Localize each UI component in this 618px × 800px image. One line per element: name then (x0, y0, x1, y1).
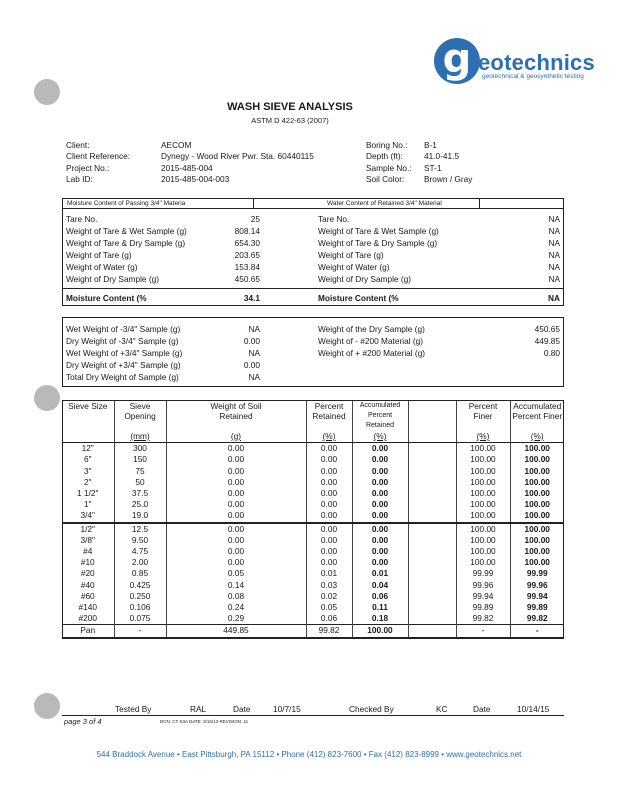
sieve-cell-weight: 0.00 (166, 546, 306, 557)
sieve-cell-weight: 0.05 (166, 568, 306, 579)
moisture-value: 450.65 (234, 274, 260, 284)
moisture-head-right: Water Content of Retained 3/4" Material (327, 200, 442, 207)
header-sieve-size: Sieve Size (68, 401, 108, 411)
sieve-cell-size: 2" (83, 476, 92, 487)
pan-row (62, 625, 564, 638)
sieve-cell-acc-fin: 100.00 (510, 546, 564, 557)
sieve-cell-pct-fin: 100.00 (456, 546, 510, 557)
tested-date-value: 10/7/15 (273, 704, 301, 714)
sieve-cell-opening: 37.5 (114, 488, 166, 499)
info-value: Brown / Gray (424, 173, 473, 184)
sieve-cell-opening: 0.250 (114, 591, 166, 602)
sieve-cell-acc-ret: 0.00 (352, 488, 408, 499)
info-value: B-1 (424, 140, 437, 150)
info-value: 2015-485-004-003 (161, 173, 230, 184)
info-value: ST-1 (424, 162, 442, 173)
header-blank (408, 401, 456, 431)
moisture-row: Weight of Tare & Dry Sample (g) (66, 238, 186, 248)
sieve-cell-acc-ret: 0.00 (352, 535, 408, 546)
sample-row: Weight of the Dry Sample (g) (318, 324, 425, 334)
sieve-cell-acc-ret: 0.00 (352, 523, 408, 535)
header-percent-retained: Percent Retained (306, 401, 352, 431)
sample-row: Weight of + #200 Material (g) (318, 348, 426, 358)
sieve-cell-pct-fin: 99.82 (456, 613, 510, 625)
sieve-cell-pct-ret: 0.02 (306, 591, 352, 602)
sample-value: 450.65 (534, 324, 560, 334)
unit-blank (62, 431, 114, 443)
sieve-cell-acc-ret: 0.06 (352, 591, 408, 602)
moisture-row: Weight of Dry Sample (g) (66, 274, 159, 284)
sieve-cell-blank (408, 602, 456, 613)
sample-row: Weight of - #200 Material (g) (318, 336, 423, 346)
sample-value: 0.80 (543, 348, 560, 358)
sample-value: 0.00 (243, 360, 260, 370)
sieve-cell-opening: 0.425 (114, 580, 166, 591)
sieve-cell-opening: 9.50 (114, 535, 166, 546)
moisture-value: 153.84 (234, 262, 260, 272)
sieve-cell-pct-fin: 100.00 (456, 477, 510, 488)
sieve-cell-pct-fin: - (456, 625, 510, 638)
sieve-row (62, 557, 564, 568)
sieve-row (62, 454, 564, 465)
sieve-cell-size: 3/4" (80, 510, 95, 521)
checked-by-value: KC (436, 704, 448, 714)
sieve-cell-pct-ret: 0.00 (306, 488, 352, 499)
info-label: Sample No.: (366, 162, 412, 173)
sieve-cell-acc-ret: 0.18 (352, 613, 408, 625)
info-label: Depth (ft): (366, 151, 403, 162)
sieve-cell-size: 1 1/2" (77, 488, 99, 499)
info-label: Soil Color: (366, 173, 405, 184)
sieve-cell-pct-ret: 0.00 (306, 535, 352, 546)
sieve-cell-pct-fin: 99.99 (456, 568, 510, 579)
sieve-row (62, 466, 564, 477)
moisture-value: NA (548, 238, 560, 248)
tested-by-value: RAL (190, 704, 207, 714)
sieve-cell-acc-ret: 0.04 (352, 580, 408, 591)
moisture-row: Weight of Water (g) (66, 262, 138, 272)
sieve-row (62, 488, 564, 499)
sieve-cell-pct-ret: 0.05 (306, 602, 352, 613)
sieve-row (62, 546, 564, 557)
info-value: 41.0-41.5 (424, 151, 460, 162)
sieve-cell-acc-ret: 0.00 (352, 466, 408, 477)
sieve-cell-weight: 0.00 (166, 510, 306, 522)
sieve-cell-blank (408, 535, 456, 546)
page-number: page 3 of 4 (64, 717, 102, 726)
logo-g-icon: g (434, 38, 480, 84)
sieve-cell-pct-ret: 0.01 (306, 568, 352, 579)
logo-tagline: geotechnical & geosynthetic testing (482, 73, 584, 80)
sieve-cell-blank (408, 443, 456, 455)
sieve-cell-acc-fin: 99.99 (510, 568, 564, 579)
info-value: 2015-485-004 (161, 162, 213, 173)
info-value: AECOM (161, 140, 192, 150)
sieve-cell-pct-ret: 0.03 (306, 580, 352, 591)
sieve-cell-size: #60 (80, 590, 95, 601)
sieve-row (62, 602, 564, 613)
sieve-cell-opening: 0.85 (114, 568, 166, 579)
sieve-cell-blank (408, 613, 456, 625)
sieve-cell-pct-ret: 0.00 (306, 499, 352, 510)
sieve-cell-size: #40 (80, 579, 95, 590)
sieve-row (62, 510, 564, 522)
sieve-header-row (62, 401, 564, 431)
sieve-cell-pct-ret: 0.00 (306, 523, 352, 535)
sieve-cell-opening: - (114, 625, 166, 638)
sieve-row (62, 591, 564, 602)
sieve-cell-pct-fin: 99.89 (456, 602, 510, 613)
moisture-content-box (62, 198, 564, 306)
sieve-cell-opening: 12.5 (114, 523, 166, 535)
sieve-cell-pct-ret: 0.00 (306, 557, 352, 568)
info-left-values (161, 140, 314, 185)
moisture-row: Tare No. (318, 214, 350, 224)
sieve-cell-opening: 0.106 (114, 602, 166, 613)
unit-acc-fin: (%) (510, 431, 564, 443)
sieve-cell-blank (408, 499, 456, 510)
sieve-cell-weight: 0.00 (166, 466, 306, 477)
sieve-cell-acc-fin: 100.00 (510, 454, 564, 465)
info-label: Client: (66, 140, 90, 150)
sieve-cell-weight: 0.00 (166, 557, 306, 568)
header-accumulated-retained: Accumulated Percent Retained (352, 401, 408, 431)
sieve-cell-size: 3/8" (80, 534, 95, 545)
sieve-cell-acc-ret: 0.00 (352, 557, 408, 568)
sieve-cell-blank (408, 510, 456, 522)
sieve-cell-weight: 0.14 (166, 580, 306, 591)
unit-opening: (mm) (114, 431, 166, 443)
sieve-cell-pct-ret: 0.00 (306, 443, 352, 455)
footer-address: 544 Braddock Avenue • East Pittsburgh, PA 15112 • Phone (412) 823-7600 • Fax (412) 823-8999 • www.geotechnics.net (96, 750, 522, 759)
sieve-cell-acc-ret: 0.00 (352, 477, 408, 488)
moisture-head-left: Moisture Content of Passing 3/4" Materia (67, 200, 186, 207)
sample-value: 0.00 (243, 336, 260, 346)
sieve-cell-acc-fin: 99.94 (510, 591, 564, 602)
sieve-cell-size: #4 (83, 546, 93, 557)
sieve-cell-pct-fin: 100.00 (456, 443, 510, 455)
sieve-cell-opening: 300 (114, 443, 166, 455)
sieve-cell-opening: 2.00 (114, 557, 166, 568)
moisture-row: Weight of Tare & Wet Sample (g) (66, 226, 187, 236)
document-code: DCN: CT-S3A DATE: 3/16/13 REVISION: 11 (160, 719, 249, 724)
unit-pct-fin: (%) (456, 431, 510, 443)
moisture-value: NA (548, 250, 560, 260)
moisture-row: Weight of Tare & Dry Sample (g) (318, 238, 438, 248)
moisture-row: Weight of Tare & Wet Sample (g) (318, 226, 439, 236)
info-right-labels (366, 140, 412, 185)
unit-blank (408, 431, 456, 443)
sieve-cell-acc-fin: 100.00 (510, 557, 564, 568)
sieve-cell-size: 1" (83, 499, 92, 510)
sieve-cell-pct-ret: 0.00 (306, 546, 352, 557)
sieve-cell-pct-fin: 100.00 (456, 557, 510, 568)
unit-acc-ret: (%) (352, 431, 408, 443)
header-weight-retained: Weight of Soil Retained (166, 401, 306, 431)
punch-hole-bottom (34, 693, 60, 719)
sieve-cell-acc-ret: 100.00 (352, 625, 408, 638)
sieve-cell-acc-ret: 0.00 (352, 510, 408, 522)
moisture-content-label: Moisture Content (% (66, 293, 147, 303)
sieve-cell-size: Pan (62, 625, 114, 638)
sieve-cell-acc-fin: 99.89 (510, 602, 564, 613)
sieve-cell-acc-fin: 100.00 (510, 535, 564, 546)
sieve-cell-acc-ret: 0.00 (352, 443, 408, 455)
info-right-values (424, 140, 472, 185)
moisture-value: 808.14 (234, 226, 260, 236)
moisture-row: Tare No. (66, 214, 98, 224)
sieve-cell-size: #200 (78, 613, 97, 624)
sieve-row (62, 443, 564, 455)
logo-word: eotechnics (478, 50, 595, 75)
sieve-cell-acc-fin: 100.00 (510, 510, 564, 522)
head-divider (479, 198, 480, 208)
moisture-row: Weight of Tare (g) (66, 250, 132, 260)
sieve-cell-acc-ret: 0.01 (352, 568, 408, 579)
header-sieve-opening: Sieve Opening (114, 401, 166, 431)
sample-row: Total Dry Weight of Sample (g) (66, 372, 179, 382)
sieve-cell-blank (408, 557, 456, 568)
sieve-cell-pct-ret: 0.00 (306, 477, 352, 488)
checked-date-value: 10/14/15 (517, 704, 550, 714)
sieve-row (62, 568, 564, 579)
sieve-cell-blank (408, 580, 456, 591)
sieve-row (62, 580, 564, 591)
sieve-cell-acc-fin: 100.00 (510, 523, 564, 535)
info-label: Boring No.: (366, 140, 408, 150)
sample-value: NA (248, 324, 260, 334)
sieve-cell-size: 3" (83, 465, 92, 476)
info-label: Lab ID: (66, 173, 93, 184)
punch-hole-middle (34, 385, 60, 411)
sieve-cell-pct-fin: 99.96 (456, 580, 510, 591)
sieve-cell-weight: 0.08 (166, 591, 306, 602)
sieve-cell-acc-fin: 100.00 (510, 499, 564, 510)
sieve-cell-pct-fin: 100.00 (456, 523, 510, 535)
sieve-cell-blank (408, 625, 456, 638)
moisture-row: Weight of Dry Sample (g) (318, 274, 411, 284)
sieve-cell-size: 1/2" (62, 523, 114, 535)
sieve-cell-acc-fin: 100.00 (510, 488, 564, 499)
sieve-cell-blank (408, 477, 456, 488)
sieve-cell-acc-fin: 100.00 (510, 443, 564, 455)
header-percent-finer: Percent Finer (456, 401, 510, 431)
info-value: Dynegy - Wood River Pwr. Sta. 60440115 (161, 151, 314, 162)
sieve-cell-weight: 0.00 (166, 523, 306, 535)
sieve-table (62, 401, 564, 639)
sieve-cell-acc-ret: 0.00 (352, 499, 408, 510)
sieve-cell-size: #20 (80, 568, 95, 579)
sieve-cell-pct-fin: 100.00 (456, 535, 510, 546)
moisture-content-value: 34.1 (243, 293, 260, 303)
page-title: WASH SIEVE ANALYSIS (227, 101, 353, 113)
sieve-cell-blank (408, 546, 456, 557)
sieve-cell-pct-fin: 100.00 (456, 510, 510, 522)
sieve-cell-size: 12" (81, 443, 94, 454)
sieve-cell-size: 6" (83, 454, 92, 465)
sieve-cell-opening: 50 (114, 477, 166, 488)
info-label: Project No.: (66, 162, 110, 173)
sample-row: Dry Weight of -3/4" Sample (g) (66, 336, 179, 346)
moisture-value: NA (548, 274, 560, 284)
sieve-cell-pct-ret: 0.00 (306, 466, 352, 477)
sieve-cell-weight: 0.00 (166, 454, 306, 465)
sieve-cell-weight: 0.00 (166, 535, 306, 546)
sieve-cell-pct-fin: 100.00 (456, 466, 510, 477)
sieve-cell-blank (408, 591, 456, 602)
sieve-cell-blank (408, 466, 456, 477)
sieve-cell-acc-fin: 99.96 (510, 580, 564, 591)
sieve-cell-pct-ret: 0.00 (306, 510, 352, 522)
sample-value: 449.85 (534, 336, 560, 346)
tested-date-label: Date (233, 704, 251, 714)
sample-row: Wet Weight of +3/4" Sample (g) (66, 348, 183, 358)
tested-by-label: Tested By (115, 704, 152, 714)
info-label: Client Reference: (66, 151, 131, 162)
signoff-rule (62, 715, 564, 716)
sieve-cell-size: #140 (78, 602, 97, 613)
sieve-cell-size: #10 (80, 557, 95, 568)
sieve-cell-pct-fin: 100.00 (456, 499, 510, 510)
sieve-row (62, 613, 564, 625)
moisture-content-label: Moisture Content (% (318, 293, 399, 303)
sieve-cell-opening: 0.075 (114, 613, 166, 625)
moisture-content-value: NA (548, 293, 560, 303)
sieve-cell-opening: 25.0 (114, 499, 166, 510)
sample-value: NA (248, 372, 260, 382)
moisture-value: NA (548, 226, 560, 236)
sieve-cell-pct-fin: 99.94 (456, 591, 510, 602)
sieve-cell-blank (408, 454, 456, 465)
sieve-cell-acc-ret: 0.00 (352, 546, 408, 557)
moisture-content-rule (62, 288, 564, 289)
sieve-cell-acc-fin: 99.82 (510, 613, 564, 625)
sieve-row (62, 535, 564, 546)
moisture-value: 203.65 (234, 250, 260, 260)
sieve-cell-weight: 0.00 (166, 499, 306, 510)
checked-date-label: Date (473, 704, 491, 714)
sieve-cell-opening: 4.75 (114, 546, 166, 557)
moisture-value: NA (548, 262, 560, 272)
checked-by-label: Checked By (349, 704, 394, 714)
sieve-cell-opening: 75 (114, 466, 166, 477)
sieve-cell-weight: 0.00 (166, 477, 306, 488)
moisture-value: 654.30 (234, 238, 260, 248)
sieve-units-row (62, 431, 564, 443)
sieve-row (62, 499, 564, 510)
sieve-cell-blank (408, 488, 456, 499)
sieve-cell-weight: 0.00 (166, 488, 306, 499)
sieve-cell-pct-fin: 100.00 (456, 454, 510, 465)
sieve-row (62, 477, 564, 488)
sieve-cell-weight: 0.00 (166, 443, 306, 455)
moisture-row: Weight of Water (g) (318, 262, 390, 272)
sieve-cell-weight: 449.85 (166, 625, 306, 638)
moisture-value: NA (548, 214, 560, 224)
moisture-value: 25 (250, 214, 260, 224)
sample-value: NA (248, 348, 260, 358)
info-left-labels (66, 140, 130, 185)
sieve-cell-blank (408, 523, 456, 535)
sample-row: Dry Weight of +3/4" Sample (g) (66, 360, 181, 370)
unit-pct-ret: (%) (306, 431, 352, 443)
sample-row: Wet Weight of -3/4" Sample (g) (66, 324, 181, 334)
page-subtitle: ASTM D 422-63 (2007) (251, 116, 329, 125)
sieve-cell-acc-fin: 100.00 (510, 477, 564, 488)
header-accumulated-finer: Accumulated Percent Finer (510, 401, 564, 431)
sieve-cell-acc-fin: 100.00 (510, 466, 564, 477)
sieve-cell-acc-ret: 0.11 (352, 602, 408, 613)
sieve-cell-opening: 150 (114, 454, 166, 465)
sieve-cell-pct-ret: 99.82 (306, 625, 352, 638)
sieve-cell-acc-fin: - (510, 625, 564, 638)
sieve-cell-weight: 0.29 (166, 613, 306, 625)
sieve-cell-blank (408, 568, 456, 579)
sieve-cell-pct-ret: 0.06 (306, 613, 352, 625)
head-divider (253, 198, 254, 208)
sieve-cell-weight: 0.24 (166, 602, 306, 613)
sieve-cell-acc-ret: 0.00 (352, 454, 408, 465)
sieve-cell-opening: 19.0 (114, 510, 166, 522)
sieve-cell-pct-fin: 100.00 (456, 488, 510, 499)
moisture-box-header (62, 198, 564, 209)
sieve-row (62, 523, 564, 535)
sieve-cell-pct-ret: 0.00 (306, 454, 352, 465)
moisture-row: Weight of Tare (g) (318, 250, 384, 260)
unit-weight: (g) (166, 431, 306, 443)
